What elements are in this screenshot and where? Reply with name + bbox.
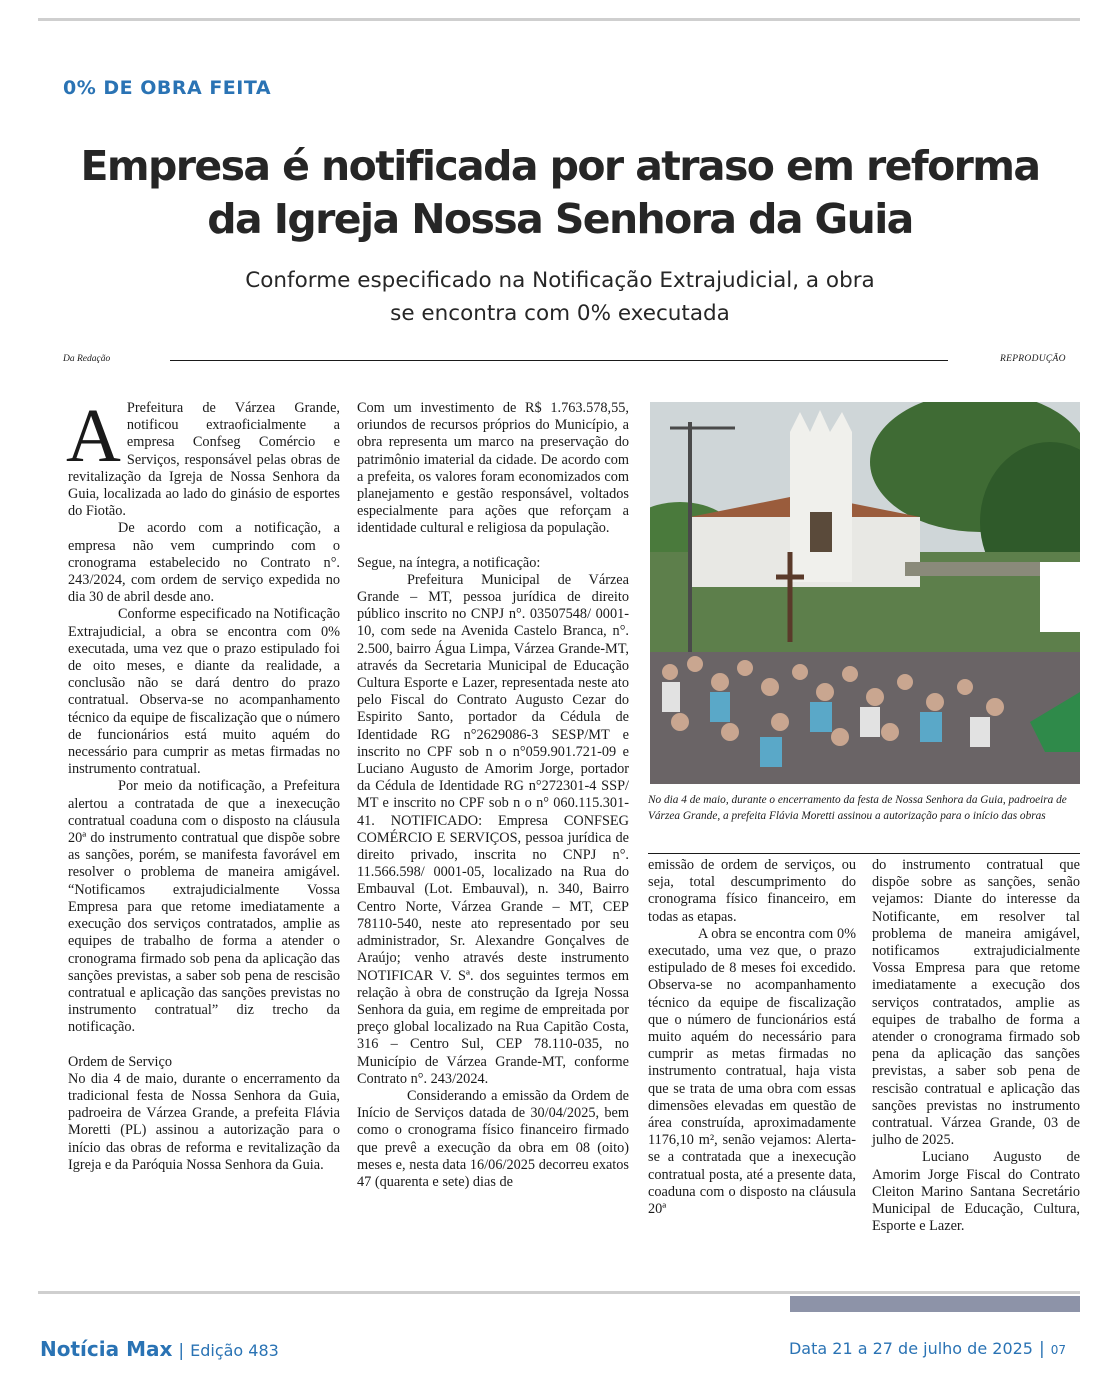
article-column-3 bbox=[648, 857, 856, 1218]
footer-masthead bbox=[40, 1337, 279, 1361]
paragraph: Por meio da notificação, a Prefeitura alertou a contratada de que a inexecução contratual coaduna com o disposto na cláusula 20ª do instrumento contratual que dispõe sobre as sanções, porém, se manifesta favorável em resolver o problema de maneira amigável. “Notificamos extrajudicialmente Vossa Empresa para que retome imediatamente a execução dos serviços contratados, amplie as equipes de trabalho de forma a atender o cronograma firmado sob pena da aplicação das sanções previstas, a saber sob pena de rescisão contratual e aplicação das sanções previstas no instrumento contratual” diz trecho da notificação. bbox=[68, 778, 340, 1036]
drop-cap: A bbox=[66, 394, 121, 478]
byline-divider bbox=[170, 360, 948, 361]
paragraph: A obra se encontra com 0% executado, uma vez que, o prazo estipulado de 8 meses foi excedido. Observa-se no acompanhamento técnico da equipe de fiscalização que o número de funcionários está muito aquém do necessário para cumprir as metas firmadas no instrumento contratual, haja vista que se trata de uma obra com essas dimensões elevadas em questão de área construída, aproximadamente 1176,10 m², senão vejamos: Alerta-se a contratada que a inexecução contratual posta, até a presente data, coaduna com o disposto na cláusula 20ª bbox=[648, 925, 856, 1218]
photo-credit: REPRODUÇÃO bbox=[1000, 354, 1066, 364]
article-photo bbox=[650, 402, 1080, 784]
headline-line-1: Empresa é notificada por atraso em reforma bbox=[80, 142, 1040, 190]
paragraph: Considerando a emissão da Ordem de Início de Serviços datada de 30/04/2025, bem como o cronograma físico financeiro firmado que prevê a execução da obra em 08 (oito) meses e, nesta data 16/06/2025 decorreu exatos 47 (quarenta e sete) dias de bbox=[357, 1087, 629, 1190]
paragraph: Segue, na íntegra, a notificação: bbox=[357, 554, 541, 571]
footer-accent-bar bbox=[790, 1296, 1080, 1312]
bottom-divider bbox=[38, 1291, 1080, 1294]
page-number: 07 bbox=[1050, 1343, 1066, 1357]
paragraph: do instrumento contratual que dispõe sobre as sanções, senão vejamos: Diante do interesse da Notificante, em resolver tal problema de maneira amigável, notificamos extrajudicialmente Vossa Empresa para que retome imediatamente a execução dos serviços contratados, amplie as equipes de trabalho de forma a atender o cronograma firmado sob pena da aplicação das sanções previstas, a saber sob pena de rescisão contratual e aplicação das sanções previstas no instrumento contratual. Várzea Grande, 03 de julho de 2025. bbox=[872, 857, 1080, 1149]
footer-separator: | bbox=[178, 1341, 185, 1361]
paragraph: De acordo com a notificação, a empresa não vem cumprindo com o cronograma estabelecido no Contrato n°. 243/2024, com ordem de serviço expedida no dia 30 de abril desde ano. bbox=[68, 520, 340, 606]
paragraph: No dia 4 de maio, durante o encerramento da tradicional festa de Nossa Senhora da Guia, padroeira de Várzea Grande, a prefeita Flávia Moretti (PL) assinou a autorização para o início das obras de reforma e revitalização da Igreja e da Paróquia Nossa Senhora da Guia. bbox=[68, 1070, 340, 1173]
top-divider bbox=[38, 18, 1080, 21]
paragraph: emissão de ordem de serviços, ou seja, total descumprimento do cronograma físico financeiro, em todas as etapas. bbox=[648, 857, 856, 925]
signature-block: Luciano Augusto de Amorim Jorge Fiscal do Contrato Cleiton Marino Santana Secretário Municipal de Educação, Cultura, Esporte e Lazer. bbox=[872, 1149, 1080, 1235]
subhead-line-2: se encontra com 0% executada bbox=[390, 301, 730, 326]
paragraph: Conforme especificado na Notificação Extrajudicial, a obra se encontra com 0% executada, uma vez que o prazo estipulado foi de oito meses, e diante da realidade, a conclusão não se dará dentro do prazo contratual. Observa-se no acompanhamento técnico da equipe de fiscalização que o número de funcionários está muito aquém do necessário para cumprir as metas firmadas no instrumento contratual. bbox=[68, 606, 340, 778]
subhead-line-1: Conforme especificado na Notificação Extrajudicial, a obra bbox=[245, 268, 875, 293]
section-subheading: Ordem de Serviço bbox=[68, 1053, 173, 1070]
issue-date: Data 21 a 27 de julho de 2025 bbox=[788, 1339, 1033, 1358]
article-column-1 bbox=[66, 394, 340, 1174]
headline-line-2: da Igreja Nossa Senhora da Guia bbox=[207, 195, 913, 243]
subheadline bbox=[150, 264, 970, 330]
photo-caption: No dia 4 de maio, durante o encerramento da festa de Nossa Senhora da Guia, padroeira de Várzea Grande, a prefeita Flávia Moretti assinou a autorização para o início das obras bbox=[648, 794, 1067, 822]
lead-paragraph bbox=[66, 394, 340, 520]
article-column-4 bbox=[872, 857, 1080, 1235]
footer-separator: | bbox=[1038, 1339, 1045, 1359]
headline bbox=[40, 140, 1080, 246]
article-column-2 bbox=[357, 400, 629, 1191]
paragraph: Com um investimento de R$ 1.763.578,55, oriundos de recursos próprios do Município, a obra representa um marco na preservação do patrimônio imaterial da cidade. De acordo com a prefeita, os valores foram economizados com planejamento e gestão responsável, voltados especialmente para ações que reforçam a identidade cultural e religiosa da população. bbox=[357, 400, 629, 537]
edition-number: Edição 483 bbox=[190, 1341, 279, 1360]
church-photo-illustration bbox=[650, 402, 1080, 784]
section-kicker: 0% DE OBRA FEITA bbox=[63, 77, 272, 99]
footer-date bbox=[789, 1339, 1066, 1359]
notification-text: Prefeitura Municipal de Várzea Grande – MT, pessoa jurídica de direito público inscrito no CNPJ n°. 03507548/ 0001-10, com sede na Avenida Castelo Branca, n°. 2.500, bairro Água Limpa, Várzea Grande-MT, através da Secretaria Municipal de Educação Cultura Esporte e Lazer, representada neste ato pelo Fiscal do Contrato Augusto Cezar do Espirito Santo, portador da Cédula de Identidade RG n°2629086-3 SESP/MT e inscrito no CPF sob n o n°059.901.721-09 e Luciano Augusto de Amorim Jorge, portador da Cédula de Identidade RG n°272301-4 SSP/ MT e inscrito no CPF sob n o n° 060.115.301-41. NOTIFICADO: Empresa CONFSEG COMÉRCIO E SERVIÇOS, pessoa jurídica de direito privado, inscrita no CNPJ n°. 11.566.598/ 0001-05, localizado na Rua do Embauval (Lot. Embauval), n. 340, Bairro Centro Norte, Várzea Grande – MT, CEP 78110-540, neste ato representado por seu administrador, Sr. Alexandre Gonçalves de Araújo; venho através deste instrumento NOTIFICAR V. Sª. dos seguintes termos em relação à obra de construção da Igreja Nossa Senhora da guia, em regime de empreitada por preço global localizado na Rua Capitão Costa, 316 – Centro Sul, CEP 78.110-035, no Município de Várzea Grande-MT, conforme Contrato n°. 243/2024. bbox=[357, 571, 629, 1087]
lead-text: Prefeitura de Várzea Grande, notificou extraoficialmente a empresa Confseg Comércio e Serviços, responsável pelas obras de revitalização da Igreja de Nossa Senhora da Guia, localizada ao lado do ginásio de esportes do Fiotão. bbox=[68, 400, 340, 520]
publication-name: Notícia Max bbox=[40, 1337, 173, 1361]
caption-divider bbox=[648, 853, 1080, 854]
byline: Da Redação bbox=[63, 354, 111, 364]
